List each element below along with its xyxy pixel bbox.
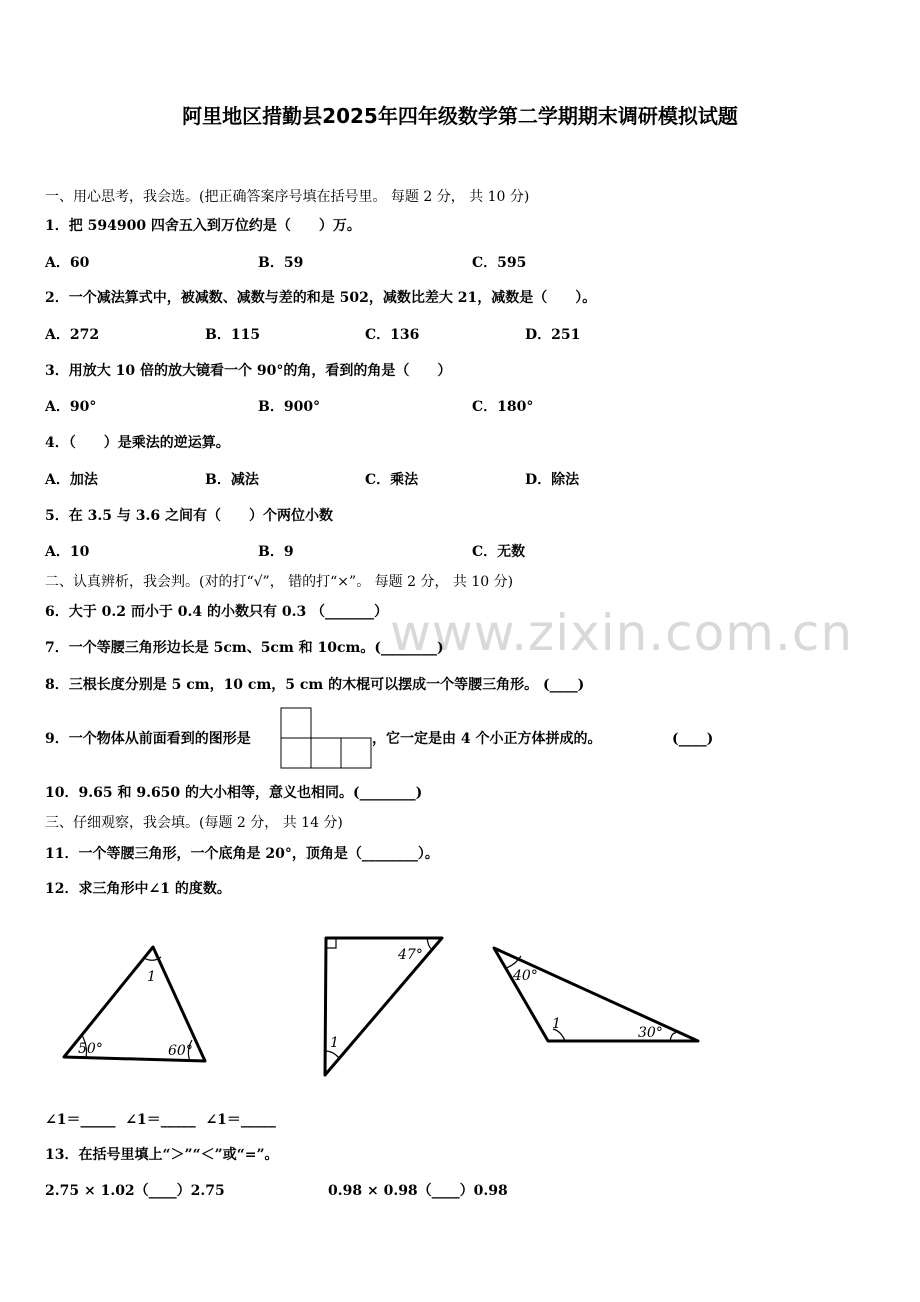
option-b: B．900° <box>258 399 321 415</box>
question-2-options <box>45 325 745 345</box>
option-c: C．180° <box>472 399 534 415</box>
tri1-angle1-label: 1 <box>147 969 156 985</box>
option-b: B．9 <box>258 544 294 560</box>
triangle-1 <box>64 947 205 1061</box>
option-d: D．251 <box>525 327 581 343</box>
option-b: B．减法 <box>205 472 259 488</box>
option-c: C．136 <box>365 327 420 343</box>
section-1-heading: 一、用心思考，我会选。(把正确答案序号填在括号里。 每题 2 分， 共 10 分) <box>45 189 530 205</box>
tri3-left-angle-label: 40° <box>513 968 538 984</box>
question-1: 1．把 594900 四舍五入到万位约是（ ）万。 <box>45 218 361 234</box>
question-12: 12．求三角形中∠1 的度数。 <box>45 881 231 897</box>
question-9-text: 9．一个物体从前面看到的图形是 <box>45 731 251 747</box>
question-13-a: 2.75 × 1.02（____）2.75 <box>45 1183 225 1199</box>
cube-front-view-figure <box>280 707 372 769</box>
question-13-b: 0.98 × 0.98（____）0.98 <box>328 1183 508 1199</box>
question-8: 8．三根长度分别是 5 cm，10 cm，5 cm 的木棍可以摆成一个等腰三角形。 (____) <box>45 677 585 693</box>
tri1-right-angle-label: 60° <box>168 1043 193 1059</box>
tri2-bottom-angle-label: 1 <box>330 1035 339 1051</box>
question-9-text-after: ，它一定是由 4 个小正方体拼成的。 <box>372 731 602 747</box>
tri3-right-angle-label: 30° <box>638 1025 663 1041</box>
tri1-left-angle-label: 50° <box>78 1041 103 1057</box>
option-c: C．无数 <box>472 544 526 560</box>
page-title: 阿里地区措勤县2025年四年级数学第二学期期末调研模拟试题 <box>182 104 738 128</box>
question-3: 3．用放大 10 倍的放大镜看一个 90°的角，看到的角是（ ） <box>45 363 452 379</box>
question-9-blank: (____) <box>672 731 714 747</box>
question-2: 2．一个减法算式中，被减数、减数与差的和是 502，减数比差大 21，减数是（ ）。 <box>45 290 597 306</box>
option-a: A．60 <box>45 255 90 271</box>
option-d: D．除法 <box>525 472 580 488</box>
question-11: 11．一个等腰三角形，一个底角是 20°，顶角是（________）。 <box>45 846 439 862</box>
question-5-options <box>45 542 745 562</box>
option-a: A．加法 <box>45 472 98 488</box>
question-5: 5．在 3.5 与 3.6 之间有（ ）个两位小数 <box>45 508 333 524</box>
question-7: 7．一个等腰三角形边长是 5cm、5cm 和 10cm。(________) <box>45 640 444 656</box>
question-6: 6．大于 0.2 而小于 0.4 的小数只有 0.3 （_______） <box>45 604 389 620</box>
section-3-heading: 三、仔细观察，我会填。(每题 2 分， 共 14 分) <box>45 815 343 831</box>
question-10: 10．9.65 和 9.650 的大小相等，意义也相同。(________) <box>45 785 423 801</box>
tri3-mid-angle-label: 1 <box>552 1016 561 1032</box>
option-a: A．90° <box>45 399 97 415</box>
tri2-top-angle-label: 47° <box>398 947 423 963</box>
option-c: C．乘法 <box>365 472 419 488</box>
section-2-heading: 二、认真辨析，我会判。(对的打“√”， 错的打“×”。 每题 2 分， 共 10 分) <box>45 574 514 590</box>
triangles-figure <box>0 925 920 1085</box>
question-1-options <box>45 253 745 273</box>
option-b: B．115 <box>205 327 261 343</box>
triangle-2 <box>325 938 442 1075</box>
question-3-options <box>45 397 745 417</box>
option-b: B．59 <box>258 255 304 271</box>
triangle-3 <box>494 948 698 1041</box>
watermark: www.zixin.com.cn <box>390 604 854 662</box>
question-13: 13．在括号里填上“＞”“＜”或“=”。 <box>45 1147 279 1163</box>
question-4-options <box>45 470 745 490</box>
question-12-answers: ∠1＝_____ ∠1＝_____ ∠1＝_____ <box>45 1112 276 1128</box>
option-c: C．595 <box>472 255 527 271</box>
option-a: A．10 <box>45 544 90 560</box>
option-a: A．272 <box>45 327 100 343</box>
question-4: 4．（ ）是乘法的逆运算。 <box>45 435 230 451</box>
